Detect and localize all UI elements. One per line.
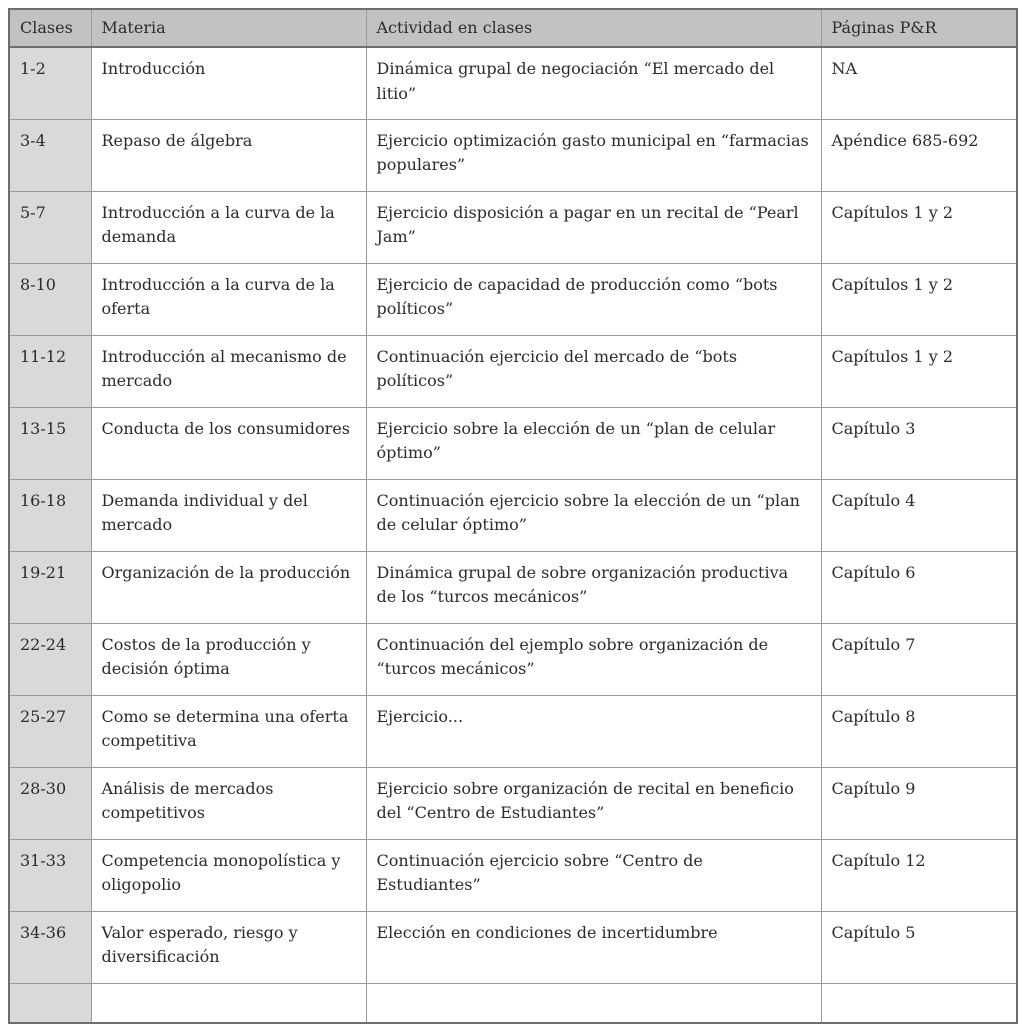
cell-paginas: Capítulo 9 bbox=[821, 767, 1017, 839]
cell-clases: 28-30 bbox=[9, 767, 91, 839]
col-header-paginas: Páginas P&R bbox=[821, 9, 1017, 47]
cell-clases: 3-4 bbox=[9, 119, 91, 191]
cell-actividad: Ejercicio sobre organización de recital en beneficio del “Centro de Estudiantes” bbox=[366, 767, 821, 839]
cell-paginas bbox=[821, 983, 1017, 1023]
table-row bbox=[9, 839, 1017, 911]
cell-materia: Introducción a la curva de la demanda bbox=[91, 191, 366, 263]
col-header-actividad: Actividad en clases bbox=[366, 9, 821, 47]
cell-actividad: Ejercicio... bbox=[366, 695, 821, 767]
cell-clases: 11-12 bbox=[9, 335, 91, 407]
cell-paginas: Capítulos 1 y 2 bbox=[821, 263, 1017, 335]
cell-clases: 1-2 bbox=[9, 47, 91, 119]
cell-actividad: Continuación ejercicio sobre “Centro de Estudiantes” bbox=[366, 839, 821, 911]
cell-paginas: Capítulo 6 bbox=[821, 551, 1017, 623]
cell-paginas: Capítulo 7 bbox=[821, 623, 1017, 695]
table-row bbox=[9, 335, 1017, 407]
col-header-clases: Clases bbox=[9, 9, 91, 47]
cell-paginas: Capítulo 3 bbox=[821, 407, 1017, 479]
cell-actividad: Continuación ejercicio sobre la elección de un “plan de celular óptimo” bbox=[366, 479, 821, 551]
cell-paginas: Capítulos 1 y 2 bbox=[821, 335, 1017, 407]
cell-clases: 16-18 bbox=[9, 479, 91, 551]
cell-clases: 5-7 bbox=[9, 191, 91, 263]
cell-materia: Introducción al mecanismo de mercado bbox=[91, 335, 366, 407]
cell-paginas: Capítulo 8 bbox=[821, 695, 1017, 767]
cell-materia: Como se determina una oferta competitiva bbox=[91, 695, 366, 767]
cell-paginas: NA bbox=[821, 47, 1017, 119]
cell-actividad: Ejercicio sobre la elección de un “plan de celular óptimo” bbox=[366, 407, 821, 479]
cell-clases: 25-27 bbox=[9, 695, 91, 767]
cell-actividad: Continuación ejercicio del mercado de “bots políticos” bbox=[366, 335, 821, 407]
cell-actividad bbox=[366, 983, 821, 1023]
cell-materia bbox=[91, 983, 366, 1023]
cell-materia: Organización de la producción bbox=[91, 551, 366, 623]
table-row bbox=[9, 767, 1017, 839]
syllabus-table bbox=[8, 8, 1018, 1024]
cell-materia: Introducción a la curva de la oferta bbox=[91, 263, 366, 335]
table-row bbox=[9, 623, 1017, 695]
cell-materia: Valor esperado, riesgo y diversificación bbox=[91, 911, 366, 983]
cell-materia: Demanda individual y del mercado bbox=[91, 479, 366, 551]
table-row bbox=[9, 47, 1017, 119]
table-row bbox=[9, 407, 1017, 479]
cell-clases: 13-15 bbox=[9, 407, 91, 479]
cell-actividad: Dinámica grupal de sobre organización productiva de los “turcos mecánicos” bbox=[366, 551, 821, 623]
cell-materia: Análisis de mercados competitivos bbox=[91, 767, 366, 839]
table-row-partial bbox=[9, 983, 1017, 1023]
cell-actividad: Dinámica grupal de negociación “El mercado del litio” bbox=[366, 47, 821, 119]
table-row bbox=[9, 263, 1017, 335]
cell-materia: Competencia monopolística y oligopolio bbox=[91, 839, 366, 911]
cell-actividad: Elección en condiciones de incertidumbre bbox=[366, 911, 821, 983]
cell-materia: Introducción bbox=[91, 47, 366, 119]
table-row bbox=[9, 695, 1017, 767]
cell-clases: 19-21 bbox=[9, 551, 91, 623]
table-row bbox=[9, 191, 1017, 263]
table-row bbox=[9, 911, 1017, 983]
table-row bbox=[9, 479, 1017, 551]
cell-paginas: Capítulos 1 y 2 bbox=[821, 191, 1017, 263]
cell-materia: Costos de la producción y decisión óptima bbox=[91, 623, 366, 695]
cell-paginas: Capítulo 4 bbox=[821, 479, 1017, 551]
cell-clases: 8-10 bbox=[9, 263, 91, 335]
cell-materia: Repaso de álgebra bbox=[91, 119, 366, 191]
header-row bbox=[9, 9, 1017, 47]
cell-materia: Conducta de los consumidores bbox=[91, 407, 366, 479]
cell-clases: 22-24 bbox=[9, 623, 91, 695]
table-body bbox=[9, 47, 1017, 1023]
cell-paginas: Capítulo 5 bbox=[821, 911, 1017, 983]
table-row bbox=[9, 551, 1017, 623]
cell-clases: 34-36 bbox=[9, 911, 91, 983]
cell-actividad: Continuación del ejemplo sobre organización de “turcos mecánicos” bbox=[366, 623, 821, 695]
cell-paginas: Apéndice 685-692 bbox=[821, 119, 1017, 191]
table-row bbox=[9, 119, 1017, 191]
col-header-materia: Materia bbox=[91, 9, 366, 47]
cell-actividad: Ejercicio disposición a pagar en un recital de “Pearl Jam” bbox=[366, 191, 821, 263]
cell-actividad: Ejercicio optimización gasto municipal en “farmacias populares” bbox=[366, 119, 821, 191]
cell-clases: 31-33 bbox=[9, 839, 91, 911]
cell-clases bbox=[9, 983, 91, 1023]
cell-paginas: Capítulo 12 bbox=[821, 839, 1017, 911]
cell-actividad: Ejercicio de capacidad de producción como “bots políticos” bbox=[366, 263, 821, 335]
